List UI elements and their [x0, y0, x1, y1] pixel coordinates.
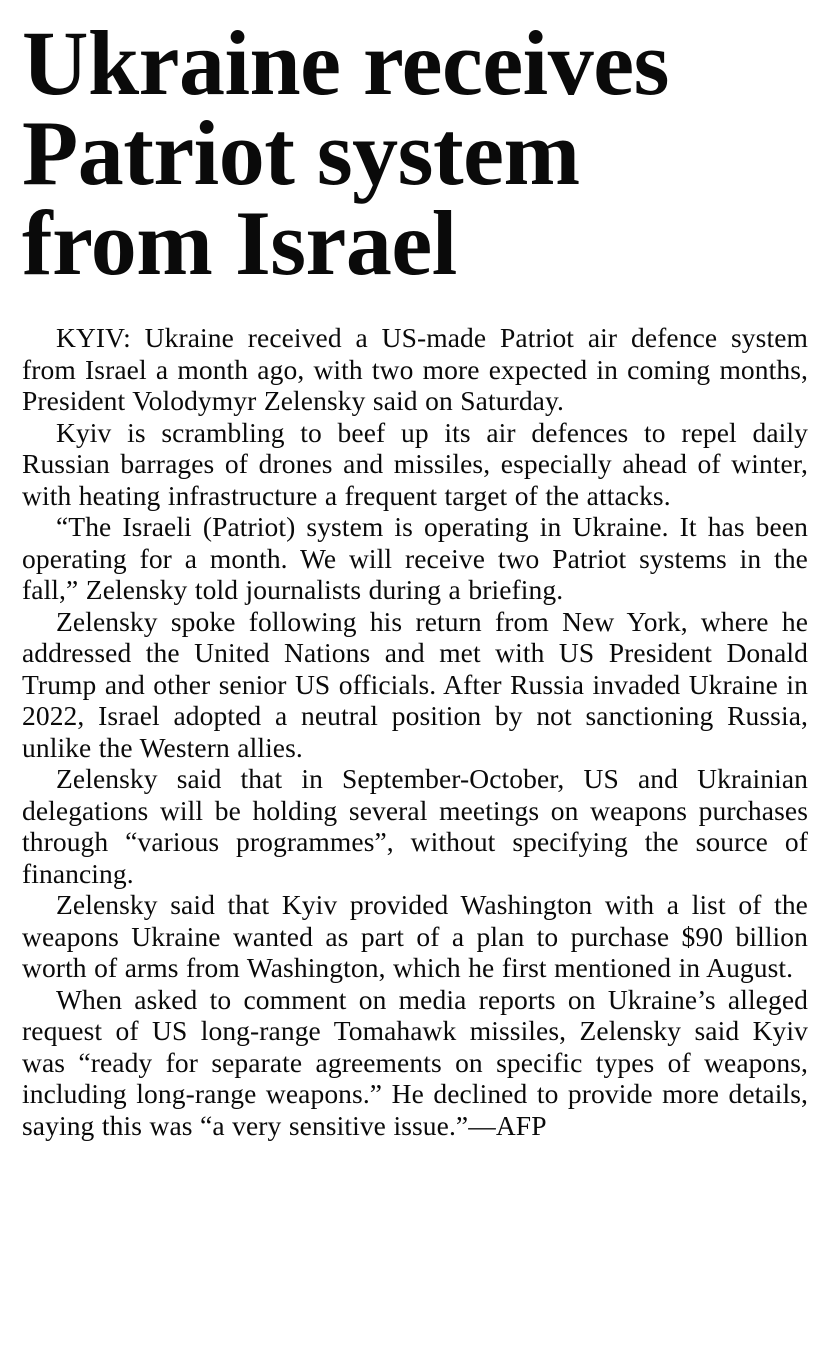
article-paragraph: Zelensky spoke following his return from New York, where he addressed the United Nations and met with US President Donald Trump and other senior US officials. After Russia invaded Ukraine in 2022, Israel adopted a neutral position by not sanctioning Russia, unlike the Western allies. — [22, 605, 808, 763]
article-paragraph: When asked to comment on media reports on Ukraine’s alleged request of US long-range Tomahawk missiles, Zelensky said Kyiv was “ready for separate agreements on specific types of weapons, including long-range weapons.” He declined to provide more details, saying this was “a very sensitive issue.”—AFP — [22, 983, 808, 1141]
article-paragraph: Kyiv is scrambling to beef up its air defences to repel daily Russian barrages of drones and missiles, especially ahead of winter, with heating infrastructure a frequent target of the attacks. — [22, 416, 808, 511]
headline-line-2: Patriot system — [22, 102, 580, 205]
article-paragraph: Zelensky said that in September-October, US and Ukrainian delegations will be holding several meetings on weapons purchases through “various programmes”, without specifying the source of financing. — [22, 763, 808, 889]
article-paragraph: Zelensky said that Kyiv provided Washington with a list of the weapons Ukraine wanted as part of a plan to purchase $90 billion worth of arms from Washington, which he first mentioned in August. — [22, 889, 808, 984]
article-body — [22, 322, 808, 1141]
page-title — [22, 12, 808, 295]
headline-line-3: from Israel — [22, 192, 457, 295]
article-paragraph: “The Israeli (Patriot) system is operating in Ukraine. It has been operating for a month. We will receive two Patriot systems in the fall,” Zelensky told journalists during a briefing. — [22, 511, 808, 606]
article-paragraph: KYIV: Ukraine received a US-made Patriot air defence system from Israel a month ago, with two more expected in coming months, President Volodymyr Zelensky said on Saturday. — [22, 322, 808, 417]
headline-line-1: Ukraine receives — [22, 12, 669, 114]
